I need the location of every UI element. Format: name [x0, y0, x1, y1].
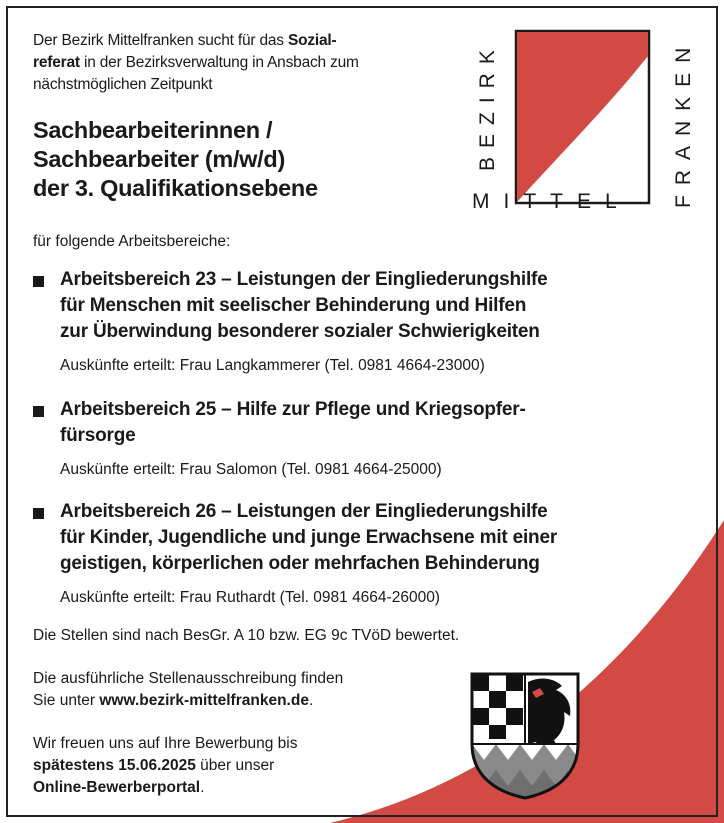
- details-prefix: Sie unter: [33, 692, 100, 709]
- logo-text-franken: FRANKEN: [672, 37, 695, 208]
- area-contact-info: Auskünfte erteilt: Frau Ruthardt (Tel. 0981 4664-26000): [60, 589, 440, 606]
- area-heading-line: Arbeitsbereich 25 – Hilfe zur Pflege und Kriegsopfer-: [60, 399, 526, 420]
- job-title: [33, 116, 453, 203]
- application-paragraph: [33, 733, 298, 799]
- square-bullet-icon: [33, 406, 44, 417]
- intro-text-3: nächstmöglichen Zeitpunkt: [33, 76, 213, 93]
- area-contact-info: Auskünfte erteilt: Frau Langkammerer (Tel. 0981 4664-23000): [60, 357, 485, 374]
- areas-lead: für folgende Arbeitsbereiche:: [33, 233, 231, 250]
- intro-bold-1: Sozial-: [287, 32, 337, 49]
- applicant-portal-link[interactable]: Online-Bewerberportal: [33, 779, 201, 796]
- area-heading: [60, 267, 700, 345]
- title-line-3: der 3. Qualifikationsebene: [33, 175, 318, 201]
- logo-text-bezirk: BEZIRK: [476, 41, 499, 171]
- list-item: [33, 397, 700, 481]
- intro-text-2: in der Bezirksverwaltung in Ansbach zum: [79, 54, 359, 71]
- logo-text-mittel: MITTEL: [472, 190, 631, 213]
- details-suffix: .: [308, 692, 314, 709]
- bezirk-mittelfranken-logo: [468, 26, 698, 216]
- intro-paragraph: [33, 30, 453, 96]
- area-heading-line: für Menschen mit seelischer Behinderung und Hilfen: [60, 295, 527, 316]
- apply-suffix: .: [200, 779, 205, 796]
- intro-bold-2: referat: [33, 54, 80, 71]
- square-bullet-icon: [33, 276, 44, 287]
- area-heading: [60, 499, 700, 577]
- apply-line-1: Wir freuen uns auf Ihre Bewerbung bis: [33, 735, 298, 752]
- application-deadline: spätestens 15.06.2025: [33, 757, 196, 774]
- area-contact-info: Auskünfte erteilt: Frau Salomon (Tel. 0981 4664-25000): [60, 461, 442, 478]
- square-bullet-icon: [33, 508, 44, 519]
- area-heading-line: Arbeitsbereich 26 – Leistungen der Eingliederungshilfe: [60, 501, 548, 522]
- area-heading-line: für Kinder, Jugendliche und junge Erwachsene mit einer: [60, 527, 558, 548]
- details-paragraph: [33, 668, 343, 712]
- list-item: [33, 267, 700, 377]
- area-heading-line: zur Überwindung besonderer sozialer Schwierigkeiten: [60, 321, 540, 342]
- area-heading-line: Arbeitsbereich 23 – Leistungen der Eingliederungshilfe: [60, 269, 548, 290]
- intro-text-1: Der Bezirk Mittelfranken sucht für das: [33, 32, 288, 49]
- area-heading-line: geistigen, körperlichen oder mehrfachen Behinderung: [60, 553, 540, 574]
- title-line-1: Sachbearbeiterinnen /: [33, 117, 273, 143]
- logo-square: [516, 31, 649, 203]
- apply-middle: über unser: [195, 757, 275, 774]
- area-heading-line: fürsorge: [60, 425, 136, 446]
- website-link[interactable]: www.bezirk-mittelfranken.de: [99, 692, 309, 709]
- title-line-2: Sachbearbeiter (m/w/d): [33, 146, 285, 172]
- details-line-1: Die ausführliche Stellenausschreibung finden: [33, 670, 344, 687]
- coat-of-arms-icon: [470, 672, 580, 800]
- area-heading: [60, 397, 700, 449]
- pay-grade-text: Die Stellen sind nach BesGr. A 10 bzw. EG 9c TVöD bewertet.: [33, 627, 460, 644]
- list-item: [33, 499, 700, 609]
